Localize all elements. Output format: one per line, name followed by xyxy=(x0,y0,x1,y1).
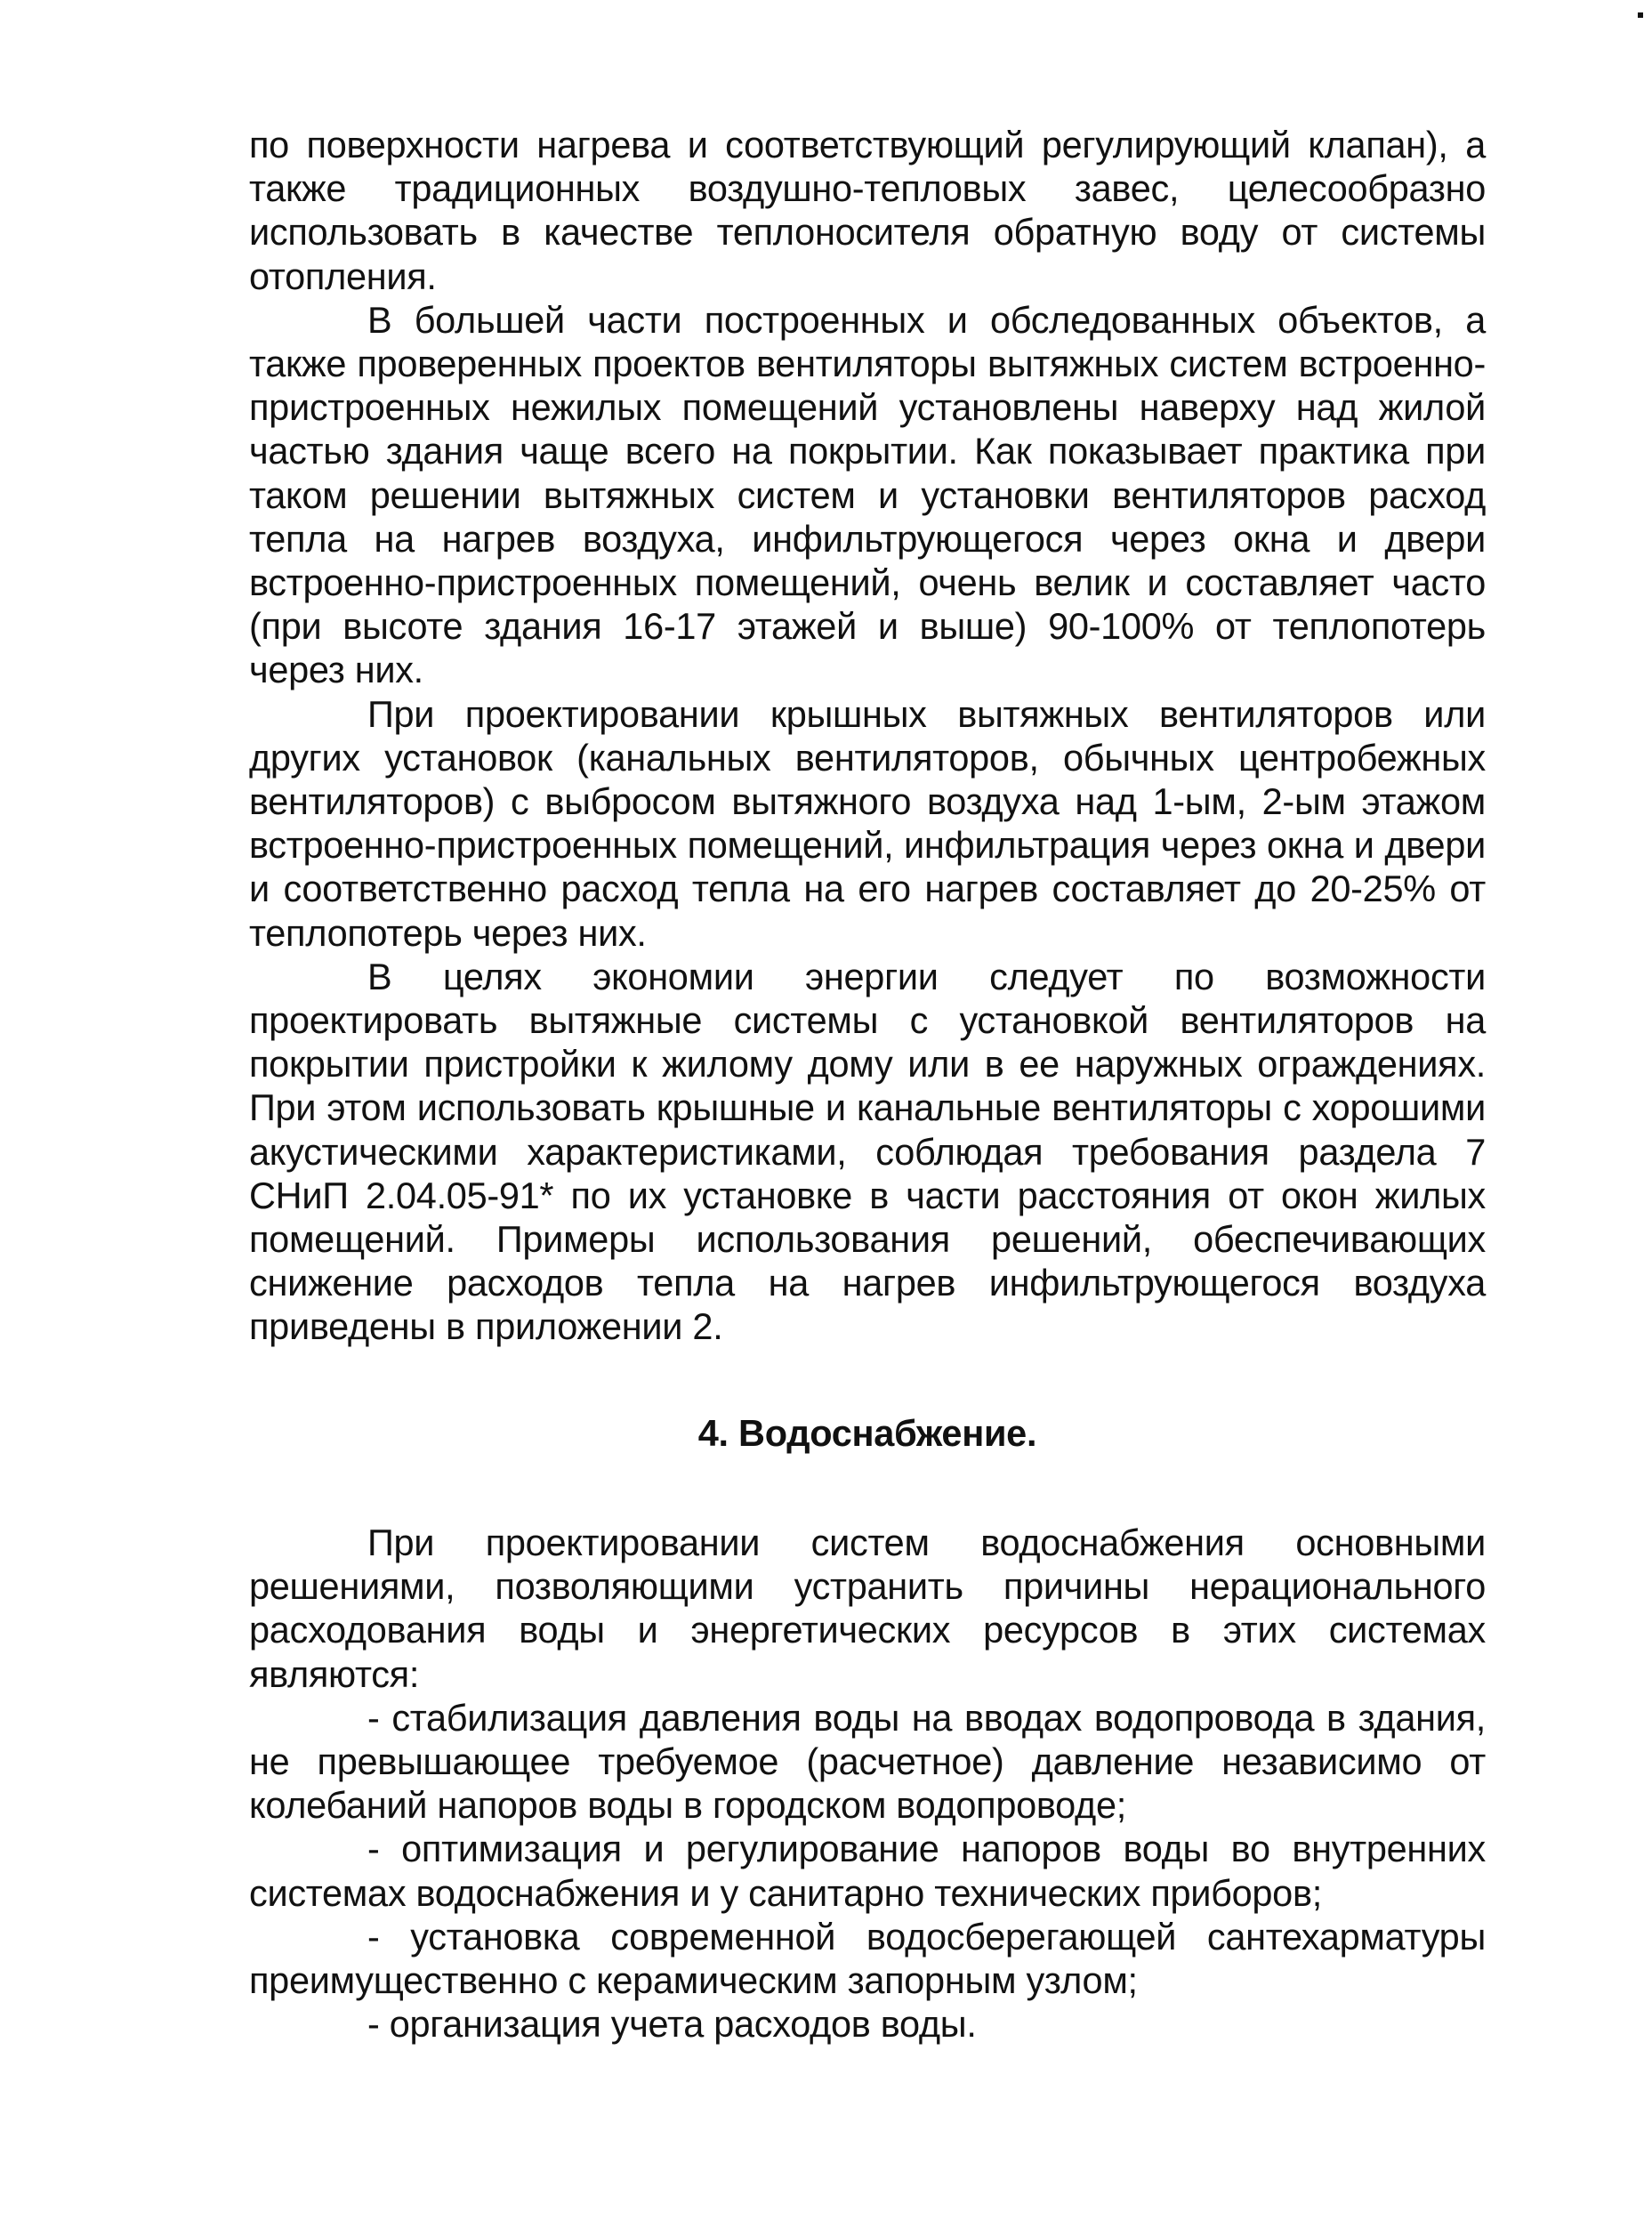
paragraph-roof-fans-infiltration: При проектировании крышных вытяжных вентиляторов или других установок (канальных вентиляторов, обычных центробежных вентиляторов) с выбросом вытяжного воздуха над 1-ым, 2-ым этажом встроенно-пристроенных помещений, инфильтрация через окна и двери и соответственно расход тепла на его нагрев составляет до 20-25% от теплопотерь через них. xyxy=(249,692,1486,954)
corner-dot xyxy=(1638,12,1643,18)
list-item-water-saving-fittings: - установка современной водосберегающей сантехарматуры преимущественно с керамическим запорным узлом; xyxy=(249,1915,1486,2001)
list-item-water-metering: - организация учета расходов воды. xyxy=(367,2003,977,2046)
list-item-pressure-optimization: - оптимизация и регулирование напоров воды во внутренних системах водоснабжения и у санитарно технических приборов; xyxy=(249,1828,1486,1914)
paragraph-exhaust-fans-location: В большей части построенных и обследованных объектов, а также проверенных проектов вентиляторы вытяжных систем встроенно-пристроенных нежилых помещений установлены наверху над жилой частью здания чаще всего на покрытии. Как показывает практика при таком решении вытяжных систем и установки вентиляторов расход тепла на нагрев воздуха, инфильтрующегося через окна и двери встроенно-пристроенных помещений, очень велик и составляет часто (при высоте здания 16-17 этажей и выше) 90-100% от теплопотерь через них. xyxy=(249,298,1486,691)
paragraph-water-supply-intro: При проектировании систем водоснабжения основными решениями, позволяющими устранить причины нерационального расходования воды и энергетических ресурсов в этих системах являются: xyxy=(249,1521,1486,1695)
list-item-pressure-stabilization: - стабилизация давления воды на вводах водопровода в здания, не превышающее требуемое (расчетное) давление независимо от колебаний напоров воды в городском водопроводе; xyxy=(249,1696,1486,1827)
paragraph-continuation: по поверхности нагрева и соответствующий регулирующий клапан), а также традиционных воздушно-тепловых завес, целесообразно использовать в качестве теплоносителя обратную воду от системы отопления. xyxy=(249,124,1486,297)
section-heading-water-supply: 4. Водоснабжение. xyxy=(697,1411,1037,1454)
document-body xyxy=(249,123,1486,2046)
paragraph-energy-saving: В целях экономии энергии следует по возможности проектировать вытяжные системы с установкой вентиляторов на покрытии пристройки к жилому дому или в ее наружных ограждениях. При этом использовать крышные и канальные вентиляторы с хорошими акустическими характеристиками, соблюдая требования раздела 7 СНиП 2.04.05-91* по их установке в части расстояния от окон жилых помещений. Примеры использования решений, обеспечивающих снижение расходов тепла на нагрев инфильтрующегося воздуха приведены в приложении 2. xyxy=(249,955,1486,1348)
